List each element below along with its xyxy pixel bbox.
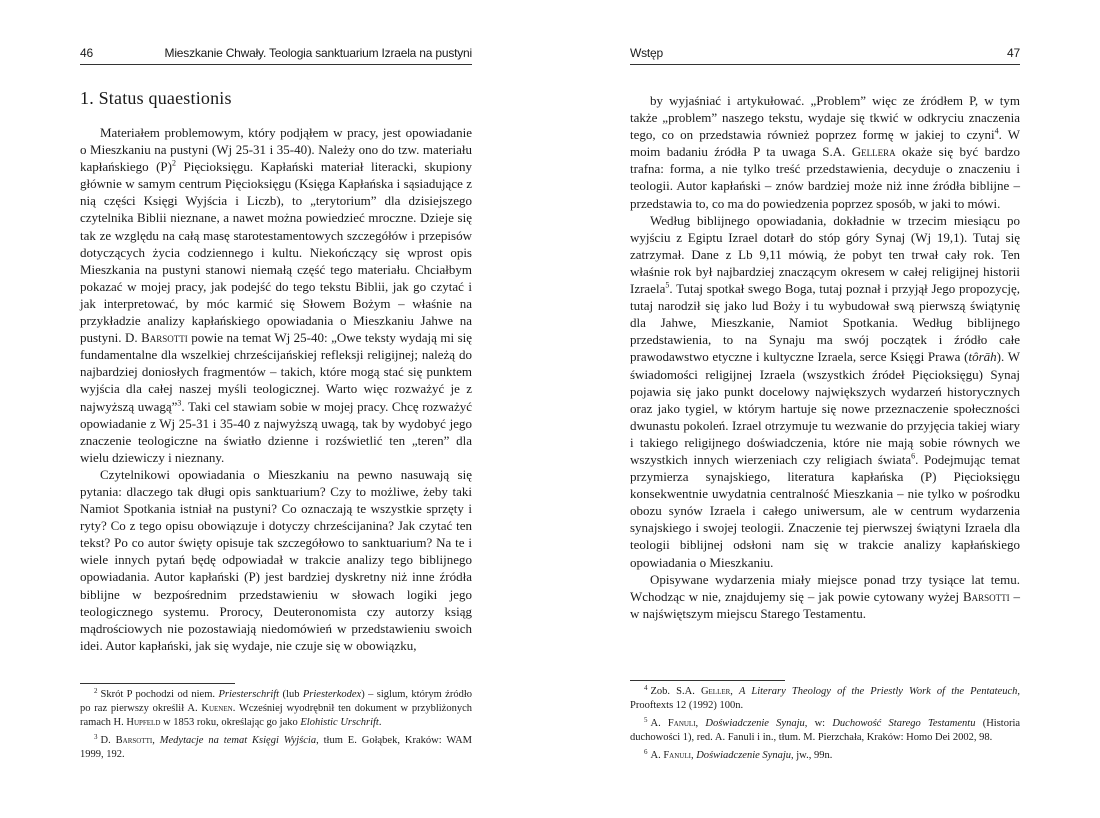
italic-text: Duchowość Starego Testamentu bbox=[832, 718, 976, 729]
text-run: D. bbox=[100, 735, 116, 746]
text-run: . Podejmując temat przymierza synajskiego, literatura kapłańska (P) Pięcioksięgu konsekwentnie uwydatnia centralność Mieszkania – nie tylko w pośrodku obozu synów Izraela i całego uniwersum, ale w centrum wydarzenia synajskiego i swojej teologii. Znaczenie tej pierwszej świątyni Izraela dla teologii biblijnej odsłoni nam się w trakcie analizy kapłańskiego opowiadania o Mieszkaniu. bbox=[630, 451, 1020, 570]
small-caps-name: Fanuli bbox=[667, 718, 696, 729]
small-caps-name: Fanuli bbox=[663, 750, 691, 761]
footnote-ref: 6 bbox=[911, 451, 916, 461]
paragraph bbox=[80, 466, 472, 654]
text-run: , tłum E. Gołąbek, Kraków: WAM 1999, 192. bbox=[80, 735, 473, 760]
right-page bbox=[630, 0, 1020, 818]
italic-text: Priesterschrift bbox=[218, 689, 280, 700]
footnote bbox=[80, 688, 472, 730]
left-page bbox=[80, 0, 472, 818]
section-heading: 1. Status quaestionis bbox=[80, 88, 232, 108]
italic-text: Doświadczenie Synaju bbox=[696, 750, 791, 761]
footnote-ref: 5 bbox=[665, 280, 670, 290]
footnote-ref: 3 bbox=[177, 398, 182, 408]
text-run: . W moim badaniu źródła P ta uwaga S.A. bbox=[630, 127, 1020, 160]
small-caps-name: Barsotti bbox=[962, 588, 1010, 604]
paragraph bbox=[80, 124, 472, 466]
text-run: by wyjaśniać i artykułować. „Problem” więc ze źródłem P, w tym także „problem” naszego tekstu, wydaje się tkwić w odkryciu znaczenia tego, co on przedstawia również poprzez formę w jakiej to czyni bbox=[630, 93, 1020, 143]
text-run: . Taki cel stawiam sobie w mojej pracy. Chcę rozważyć opowiadanie z Wj 25-31 i 35-40 z najwyższą uwagą, tak by wydobyć jego znaczenie teologiczne na światło dzienne i rozświetlić ten „teren” dla wielu dziewiczy i nieznany. bbox=[80, 398, 472, 465]
text-run: A. bbox=[650, 718, 668, 729]
text-run: – w najświętszym miejscu Starego Testamentu. bbox=[630, 588, 1020, 621]
text-run: okaże się być bardzo trafna: forma, a nie tylko treść przedstawienia, decyduje o znaczeniu i teologii. Autor kapłański – znów bardziej może niż inne źródła biblijne – przedstawia to, co ma do powiedzenia poprzez sposób, w jaki to mówi. bbox=[630, 144, 1020, 211]
text-run: (lub bbox=[279, 689, 303, 700]
footnote-number: 3 bbox=[94, 732, 98, 741]
text-run: , jw., 99n. bbox=[791, 750, 833, 761]
small-caps-name: Gellera bbox=[851, 144, 896, 160]
italic-text: tôrāh bbox=[968, 349, 997, 365]
text-run: . bbox=[378, 717, 382, 728]
paragraph bbox=[630, 571, 1020, 622]
footnotes bbox=[80, 683, 472, 766]
running-title: Mieszkanie Chwały. Teologia sanktuarium Izraela na pustyni bbox=[164, 46, 472, 60]
footnote-ref: 4 bbox=[994, 126, 999, 136]
paragraph bbox=[630, 212, 1020, 571]
page-number: 46 bbox=[80, 46, 93, 60]
footnote bbox=[630, 717, 1020, 745]
body-text bbox=[630, 92, 1020, 622]
text-run: Zob. S.A. bbox=[650, 686, 701, 697]
text-run: Według biblijnego opowiadania, dokładnie w trzecim miesiącu po wyjściu z Egiptu Izrael dotarł do stóp góry Synaj (Wj 19,1). Tutaj się zatrzymał. Dane z Lb 9,11 mówią, że pobyt ten trwał cały rok. Ten właśnie rok był najbardziej znaczącym okresem w całej religijnej historii Izraela bbox=[630, 212, 1020, 297]
small-caps-name: Geller bbox=[700, 686, 731, 697]
text-run: . Tutaj spotkał swego Boga, tutaj poznał i przyjął Jego propozycję, tutaj narodził się jako lud Boży i tu wybudował swą pierwszą świątynię dla Jahwe, Mieszkanie, Namiot Spotkania. Według biblijnego przedstawienia, to na Synaju ma swój początek i źródło całe prawodawstwo etyczne i kultyczne Izraela, serce Księgi Prawa ( bbox=[630, 281, 1020, 365]
text-run: ). W świadomości religijnej Izraela (wszystkich źródeł Pięcioksięgu) Synaj pojawia się jako punkt docelowy największych wydarzeń historycznych oraz jako tygiel, w którym hartuje się nowe przeznaczenie społeczności dwunastu pokoleń. Izrael otrzymuje tu wezwanie do przyjęcia takiej wiary i takiego religijnego doświadczenia, które nie mają sobie równych we wszystkich innych wierzeniach czy religiach świata bbox=[630, 349, 1020, 467]
running-title: Wstęp bbox=[630, 46, 664, 60]
text-run: powie na temat Wj 25-40: „Owe teksty wydają mi się fundamentalne dla wszelkiej chrześcijańskiej refleksji religijnej; należą do najbardziej doniosłych fragmentów – takich, które mogą stać się punktem wyjścia dla całej naszej myśli teologicznej. Warto więc rozważyć je z najwyższą uwagą” bbox=[80, 330, 473, 414]
footnote bbox=[630, 749, 1020, 763]
text-run: . Wcześniej wyodrębnił ten dokument w przybliżonych ramach H. bbox=[80, 703, 472, 728]
body-text bbox=[80, 124, 472, 654]
text-run: , bbox=[730, 686, 740, 697]
text-run: , w: bbox=[804, 718, 833, 729]
italic-text: A Literary Theology of the Priestly Work of the Pentateuch bbox=[739, 686, 1018, 697]
footnote-number: 6 bbox=[644, 747, 648, 756]
footnote bbox=[630, 685, 1020, 713]
small-caps-name: Barsotti bbox=[115, 735, 153, 746]
small-caps-name: Barsotti bbox=[141, 330, 188, 346]
text-run: (Historia duchowości 1), red. A. Fanuli i in., tłum. M. Pierzchała, Kraków: Homo Dei 2002, 98. bbox=[630, 718, 1021, 743]
text-run: A. bbox=[650, 750, 664, 761]
text-run: , bbox=[695, 718, 706, 729]
text-run: , bbox=[152, 735, 160, 746]
italic-text: Priesterkodex bbox=[302, 689, 362, 700]
footnote-ref: 2 bbox=[171, 158, 176, 168]
footnote bbox=[80, 734, 472, 762]
paragraph bbox=[630, 92, 1020, 212]
text-run: Opisywane wydarzenia miały miejsce ponad trzy tysiące lat temu. Wchodząc w nie, znajdujemy się – jak powie cytowany wyżej bbox=[630, 571, 1020, 604]
footnote-rule bbox=[80, 683, 235, 684]
running-head bbox=[80, 46, 472, 65]
text-run: Materiałem problemowym, który podjąłem w pracy, jest opowiadanie o Mieszkaniu na pustyni (Wj 25-31 i 35-40). Należy ono do tzw. materiału kapłańskiego (P) bbox=[80, 125, 472, 175]
text-run: ) – siglum, którym źródło po raz pierwszy określił A. bbox=[80, 689, 472, 714]
small-caps-name: Hupfeld bbox=[126, 717, 161, 728]
footnote-number: 4 bbox=[644, 683, 648, 692]
text-run: , Prooftexts 12 (1992) 100n. bbox=[630, 686, 1020, 711]
footnote-number: 2 bbox=[94, 686, 98, 695]
running-head bbox=[630, 46, 1020, 65]
text-run: Skrót P pochodzi od niem. bbox=[100, 689, 219, 700]
italic-text: Medytacje na temat Księgi Wyjścia bbox=[159, 735, 317, 746]
text-run: Czytelnikowi opowiadania o Mieszkaniu na pewno nasuwają się pytania: dlaczego tak długi opis sanktuarium? Czy to możliwe, żeby taki Namiot Spotkania istniał na pustyni? Co oznaczają te wszystkie sprzęty i ryty? Co z tego opisu obowiązuje i dotyczy chrześcijanina? Jak czytać ten tekst? Po co autor święty opisuje tak szczegółowo to sanktuarium? Na te i wiele innych pytań będę odpowiadał w trakcie analizy tego biblijnego opowiadania. Autor kapłański (P) jest bardziej dyskretny niż inne źródła biblijne w bezpośrednim przedstawieniu w słowach logiki jego teologicznego systemu. Prorocy, Deuteronomista czy autorzy ksiąg mądrościowych nie pozostawiają niedomówień w przedstawieniu swoich idei. Autor kapłański, jak się wydaje, nie czuje się w obowiązku, bbox=[80, 466, 472, 653]
page-number: 47 bbox=[1007, 46, 1020, 60]
footnote-number: 5 bbox=[644, 715, 648, 724]
italic-text: Doświadczenie Synaju bbox=[705, 718, 805, 729]
text-run: w 1853 roku, określając go jako bbox=[160, 717, 301, 728]
footnotes bbox=[630, 680, 1020, 767]
italic-text: Elohistic Urschrift bbox=[300, 717, 379, 728]
footnote-rule bbox=[630, 680, 785, 681]
text-run: Pięcioksięgu. Kapłański materiał literacki, skupiony głównie w samym centrum Pięcioksięgu (Księga Kapłańska i sąsiadujące z nią części Księgi Wyjścia i Liczb), to „terytorium” dla dzisiejszego czytelnika Biblii nieznane, a nawet można powiedzieć mroczne. Dzieje się tak ze względu na całą masę starotestamentowych szczegółów i przepisów dotyczących życia codziennego i kultu. Niekończący się wprost opis Mieszkania na pustyni stanowi niemałą część tego materiału. Chciałbym pokazać w mojej pracy, jak podejść do tego tekstu Biblii, jak go czytać i jak interpretować, by móc karmić się Słowem Bożym – właśnie na przykładzie analizy kapłańskiego opowiadania o Mieszkaniu Jahwe na pustyni. D. bbox=[80, 159, 472, 346]
small-caps-name: Kuenen bbox=[201, 703, 233, 714]
text-run: , bbox=[690, 750, 697, 761]
